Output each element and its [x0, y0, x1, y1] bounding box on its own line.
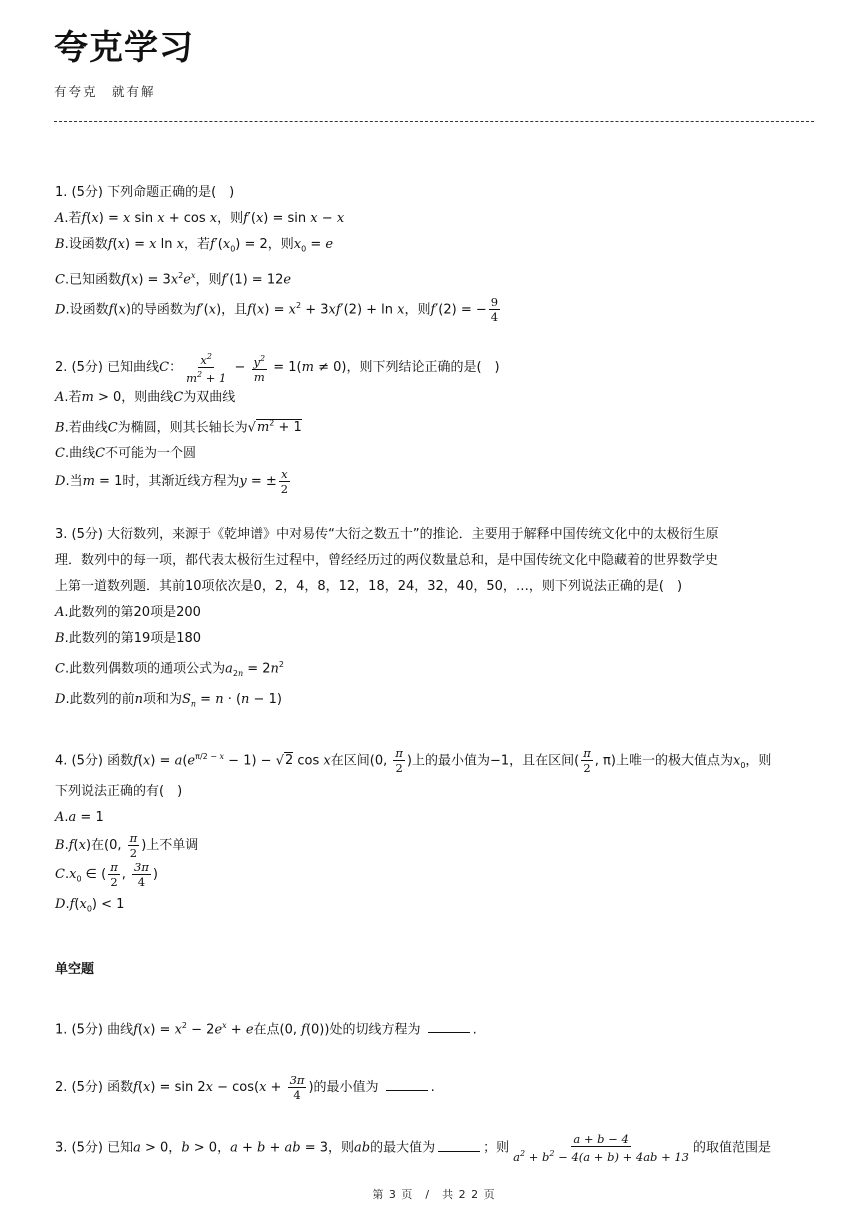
option-d: D.当m = 1时，其渐近线方程为y = ± $\frac{x}{2}$ [55, 467, 289, 497]
brand-title: 夸克学习 [54, 28, 194, 68]
option-b: B.f(x)在(0, $\frac{\pi}{2}$ )上不单调 [55, 830, 199, 860]
answer-blank[interactable] [428, 1018, 470, 1033]
option-b: B.设函数f(x) = x ln x，若$f'(x_0) = 2$，则$x_0 = e$ [55, 237, 334, 254]
question-stem-line: 理．数列中的每一项，都代表太极衍生过程中，曾经经历过的两仪数量总和，是中国传统文化中隐藏着的世界数学史 [55, 553, 719, 569]
question-stem-line: 上第一道数列题．其前10项依次是0，2，4，8，12，18，24，32，40，50，…，则下列说法正确的是( ) [55, 579, 683, 595]
option-c: C.已知函数$f(x) = 3x^2e^x$，则f′(1) = 12e [55, 270, 292, 287]
question-1 [55, 180, 815, 324]
question-stem: 2. (5分) 已知曲线C： $\frac{x^2}{m^2 + 1}$ − $\frac{y^2}{m}$ = 1(m ≠ 0)，则下列结论正确的是( ) [55, 352, 500, 385]
option-b: B.若曲线C为椭圆，则其长轴长为$√m^2 + 1$ [55, 418, 302, 436]
option-a: A.a = 1 [55, 809, 104, 825]
brand-header [54, 28, 194, 100]
option-d: D.此数列的前n项和为$S_n = n \cdot (n - 1)$ [55, 692, 282, 709]
question-3 [55, 522, 815, 718]
answer-blank[interactable] [386, 1076, 428, 1091]
section-title: 单空题 [55, 961, 95, 977]
brand-slogan: 有夸克 就有解 [54, 84, 156, 99]
option-c: C.曲线C不可能为一个圆 [55, 446, 197, 462]
option-c: C.此数列偶数项的通项公式为$a_{2n} = 2n^2$ [55, 660, 285, 679]
option-b: B.此数列的第19项是180 [55, 631, 202, 647]
fill-question-3: 3. (5分) 已知a > 0，b > 0，a + b + ab = 3，则ab的最大值为 ；则 $\frac{a + b - 4}{a^2 + b^2 - 4(a + b) + 4ab + 13}$ 的取值范围是 [55, 1132, 772, 1165]
page-content [55, 180, 815, 1164]
option-a: A.此数列的第20项是200 [55, 605, 201, 621]
question-stem: 4. (5分) 函数$f(x) = a(e^{\pi/2 - x} - 1) - √2$ cos x在区间(0, $\frac{\pi}{2}$ )上的最小值为−1，且在区间( $\frac{\pi}{2}$ , π)上唯一的极大值点为$x_0$，则 [55, 746, 772, 776]
answer-blank[interactable] [438, 1137, 480, 1152]
fill-question-1: 1. (5分) 曲线$f(x) = x^2 - 2e^x + e$在点(0, f(0))处的切线方程为 . [55, 1013, 815, 1043]
fill-question-2: 2. (5分) 函数f(x) = sin 2x − cos(x + $\frac{3\pi}{4}$ )的最小值为 . [55, 1073, 435, 1103]
header-divider [54, 121, 814, 122]
question-stem: 1. (5分) 下列命题正确的是( ) [55, 185, 235, 200]
question-stem-line: 下列说法正确的有( ) [55, 783, 183, 799]
page-footer: 第 3 页 / 共 2 2 页 [372, 1188, 496, 1201]
question-4 [55, 744, 815, 923]
option-a: A.若f(x) = x sin x + cos x，则f′(x) = sin x − x [55, 211, 345, 226]
question-stem: 3. (5分) 大衍数列，来源于《乾坤谱》中对易传“大衍之数五十”的推论．主要用于解释中国传统文化中的太极衍生原 [55, 527, 719, 543]
option-c: $C.x_0$ ∈ ( $\frac{\pi}{2}$ , $\frac{3\pi}{4}$ ) [55, 859, 158, 889]
option-d: $D.f(x_0) < 1$ [55, 897, 125, 914]
option-a: A.若m > 0，则曲线C为双曲线 [55, 389, 236, 405]
option-d: D.设函数f(x)的导函数为f′(x)，且$f(x) = x^2 + 3xf'(2) + \ln x$，则f′(2) = − $\frac{9}{4}$ [55, 295, 499, 325]
question-2 [55, 350, 815, 496]
